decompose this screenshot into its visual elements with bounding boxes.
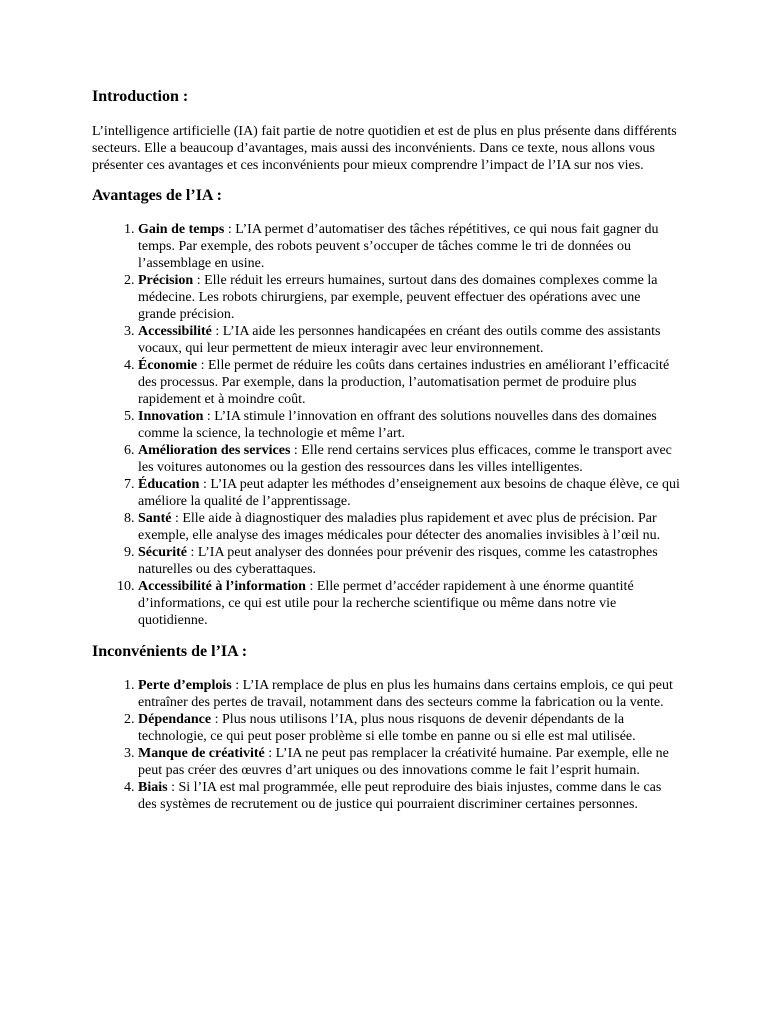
intro-paragraph: L’intelligence artificielle (IA) fait partie de notre quotidien et est de plus en plus présente dans différents secteurs. Elle a beaucoup d’avantages, mais aussi des inconvénients. Dans ce texte, nous allons vous présenter ces avantages et ces inconvénients pour mieux comprendre l’impact de l’IA sur nos vies. [92, 124, 677, 173]
item-text: : Elle aide à diagnostiquer des maladies plus rapidement et avec plus de précision. Par exemple, elle analyse des images médicales pour détecter des anomalies invisibles à l’œil nu. [138, 511, 661, 543]
list-item [138, 272, 680, 323]
item-term: Précision [138, 273, 194, 288]
document-page [92, 84, 680, 825]
list-item [138, 745, 680, 779]
item-text: : Si l’IA est mal programmée, elle peut reproduire des biais injustes, comme dans le cas des systèmes de recrutement ou de justice qui pourraient discriminer certaines personnes. [138, 780, 662, 812]
list-item [138, 476, 680, 510]
item-term: Perte d’emplois [138, 678, 232, 693]
item-term: Dépendance [138, 712, 212, 727]
list-item [138, 779, 680, 813]
item-term: Santé [138, 511, 172, 526]
disadvantages-heading: Inconvénients de l’IA : [92, 643, 248, 660]
advantages-list [92, 221, 680, 629]
advantages-heading: Avantages de l’IA : [92, 187, 222, 204]
list-item [138, 357, 680, 408]
item-text: : L’IA remplace de plus en plus les humains dans certains emplois, ce qui peut entraîner des pertes de travail, notamment dans des secteurs comme la fabrication ou la vente. [138, 678, 673, 710]
item-text: : Elle permet de réduire les coûts dans certaines industries en améliorant l’efficacité des processus. Par exemple, dans la production, l’automatisation permet de produire plus rapidement et à moindre coût. [138, 358, 670, 407]
list-item [138, 221, 680, 272]
list-item [138, 677, 680, 711]
item-text: : Plus nous utilisons l’IA, plus nous risquons de devenir dépendants de la technologie, ce qui peut poser problème si elle tombe en panne ou si elle est mal utilisée. [138, 712, 636, 744]
item-text: : L’IA permet d’automatiser des tâches répétitives, ce qui nous fait gagner du temps. Par exemple, des robots peuvent s’occuper de tâches comme le tri de données ou l’assemblage en usine. [138, 222, 659, 271]
list-item [138, 442, 680, 476]
disadvantages-list [92, 677, 680, 813]
item-text: : Elle permet d’accéder rapidement à une énorme quantité d’informations, ce qui est utile pour la recherche scientifique ou même dans notre vie quotidienne. [138, 579, 634, 628]
item-text: : L’IA aide les personnes handicapées en créant des outils comme des assistants vocaux, qui leur permettent de mieux interagir avec leur environnement. [138, 324, 661, 356]
item-term: Sécurité [138, 545, 187, 560]
list-item [138, 711, 680, 745]
item-text: : L’IA peut adapter les méthodes d’enseignement aux besoins de chaque élève, ce qui améliore la qualité de l’apprentissage. [138, 477, 680, 509]
list-item [138, 408, 680, 442]
item-term: Innovation [138, 409, 204, 424]
item-term: Manque de créativité [138, 746, 265, 761]
item-text: : Elle rend certains services plus efficaces, comme le transport avec les voitures autonomes ou la gestion des ressources dans les villes intelligentes. [138, 443, 672, 475]
list-item [138, 510, 680, 544]
item-term: Économie [138, 358, 198, 373]
item-term: Amélioration des services [138, 443, 291, 458]
item-text: : L’IA peut analyser des données pour prévenir des risques, comme les catastrophes naturelles ou des cyberattaques. [138, 545, 658, 577]
list-item [138, 323, 680, 357]
intro-heading: Introduction : [92, 88, 189, 105]
list-item [138, 544, 680, 578]
list-item [138, 578, 680, 629]
item-text: : Elle réduit les erreurs humaines, surtout dans des domaines complexes comme la médecine. Les robots chirurgiens, par exemple, peuvent effectuer des opérations avec une grande précision. [138, 273, 658, 322]
item-term: Éducation [138, 477, 200, 492]
item-term: Accessibilité à l’information [138, 579, 306, 594]
item-text: : L’IA stimule l’innovation en offrant des solutions nouvelles dans des domaines comme la science, la technologie et même l’art. [138, 409, 657, 441]
item-term: Accessibilité [138, 324, 212, 339]
item-term: Biais [138, 780, 168, 795]
item-term: Gain de temps [138, 222, 225, 237]
item-text: : L’IA ne peut pas remplacer la créativité humaine. Par exemple, elle ne peut pas créer des œuvres d’art uniques ou des innovations comme le fait l’esprit humain. [138, 746, 669, 778]
